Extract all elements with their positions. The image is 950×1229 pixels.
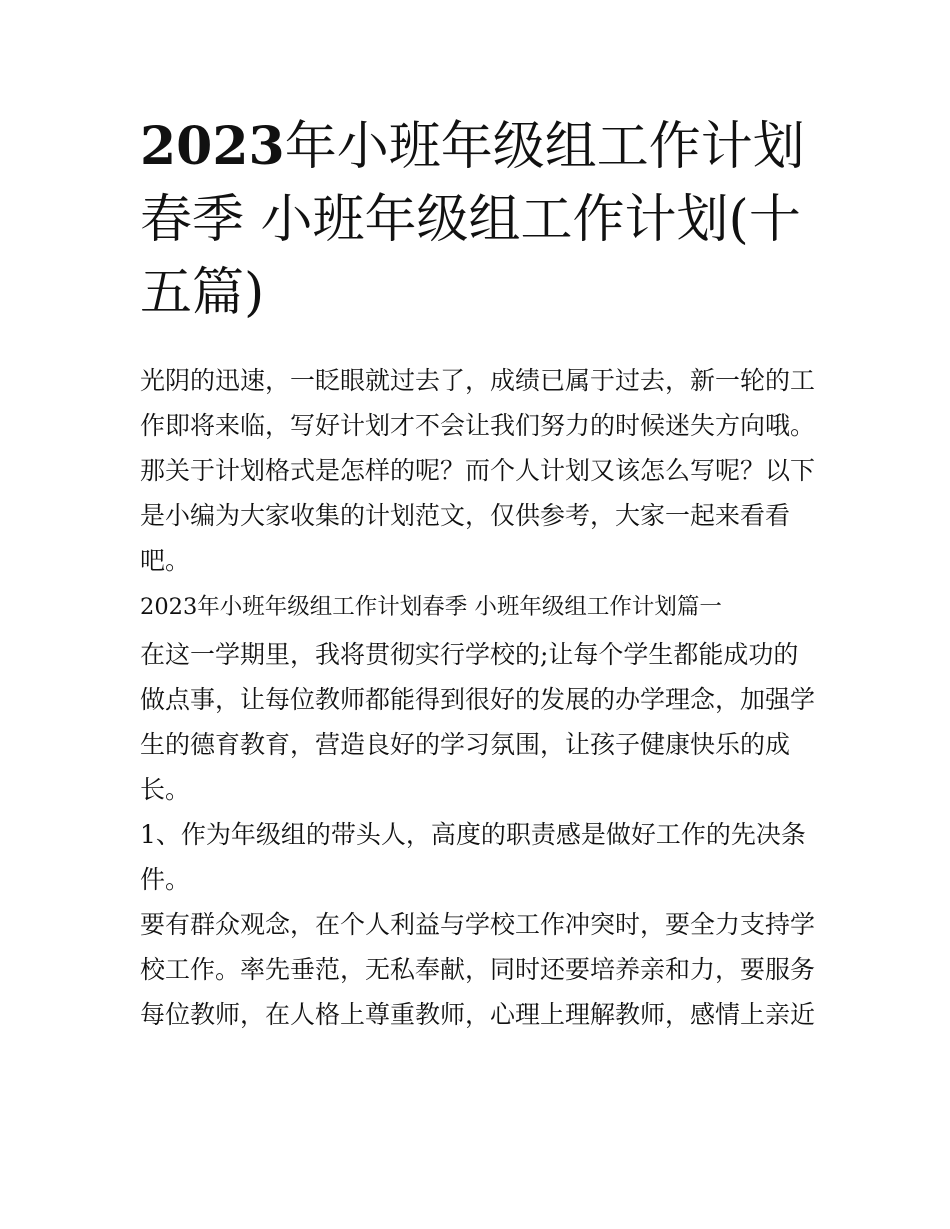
numbered-paragraph: 1、作为年级组的带头人，高度的职责感是做好工作的先决条件。 [140,820,806,894]
intro-paragraph: 光阴的迅速，一眨眼就过去了，成绩已属于过去，新一轮的工作即将来临，写好计划才不会让我们努力的时候迷失方向哦。那关于计划格式是怎样的呢？而个人计划又该怎么写呢？以下是小编为大家收集的计划范文，仅供参考，大家一起来看看吧。 [140,366,816,575]
title-year: 2023 [140,116,285,177]
section-heading: 2023年小班年级组工作计划春季 小班年级组工作计划篇一 [140,594,722,620]
document-body [140,358,820,1037]
title-text: 年小班年级组工作计划春季 小班年级组工作计划(十五篇) [140,117,805,323]
body-paragraph: 要有群众观念，在个人利益与学校工作冲突时，要全力支持学校工作。率先垂范，无私奉献，同时还要培养亲和力，要服务每位教师，在人格上尊重教师，心理上理解教师，感情上亲近 [140,910,816,1029]
body-paragraph: 在这一学期里，我将贯彻实行学校的;让每个学生都能成功的做点事，让每位教师都能得到很好的发展的办学理念，加强学生的德育教育，营造良好的学习氛围，让孩子健康快乐的成长。 [140,640,816,804]
document-title [140,110,820,330]
